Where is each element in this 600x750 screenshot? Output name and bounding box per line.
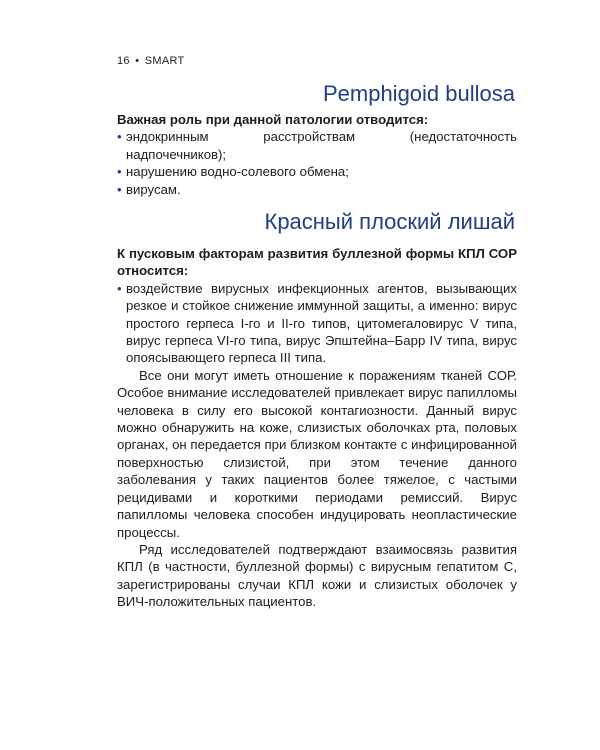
list-item (117, 163, 517, 180)
list-item-text: эндокринным расстройствам (недостаточность надпочечников); (126, 129, 517, 162)
paragraph: Все они могут иметь отношение к поражениям тканей СОР. Особое внимание исследователей привлекает вирус папилломы человека в силу его высокой контагиозности. Данный вирус можно обнаружить на коже, слизистых оболочках рта, половых органах, он передается при близком контакте с инфицированной поверхностью слизистой, при этом течение данного заболевания у таких пациентов более тяжелое, с частыми рецидивами и короткими периодами ремиссий. Вирус папилломы человека способен индуцировать неопластические процессы. (117, 367, 517, 540)
page-header (117, 55, 185, 67)
page-number: 16 (117, 55, 130, 67)
section-title-lichen-planus: Красный плоский лишай (264, 209, 515, 234)
list-item-text: нарушению водно-солевого обмена; (126, 164, 349, 180)
list-item-text: вирусам. (126, 181, 181, 197)
bullet-list (117, 128, 517, 198)
bullet-list (117, 280, 517, 367)
bullet-icon: • (117, 129, 122, 145)
list-item (117, 128, 517, 163)
bullet-icon: • (117, 164, 122, 180)
list-item-text: воздействие вирусных инфекционных агентов, вызывающих резкое и стойкое снижение иммунной защиты, а именно: вирус простого герпеса I-го и II-го типов, цитомегаловирус V типа, вирус герпеса VI-го типа, вирус Эпштейна–Барр IV типа, вирус опоясывающего герпеса III типа. (126, 280, 517, 366)
bullet-icon: • (117, 181, 122, 197)
section-title-pemphigoid: Pemphigoid bullosa (322, 81, 515, 106)
paragraph: Ряд исследователей подтверждают взаимосвязь развития КПЛ (в частности, буллезной формы) с вирусным гепатитом С, зарегистрированы случаи КПЛ кожи и слизистых оболочек у ВИЧ-положительных пациентов. (117, 541, 517, 610)
header-separator: • (135, 55, 140, 67)
section-pemphigoid-body (117, 111, 517, 198)
section-lead: К пусковым факторам развития буллезной формы КПЛ СОР относится: (117, 246, 517, 279)
series-name: SMART (144, 55, 185, 67)
bullet-icon: • (117, 280, 122, 296)
section-lead: Важная роль при данной патологии отводится: (117, 112, 429, 127)
list-item (117, 280, 517, 367)
list-item (117, 181, 517, 198)
section-lichen-planus-body (117, 245, 517, 611)
